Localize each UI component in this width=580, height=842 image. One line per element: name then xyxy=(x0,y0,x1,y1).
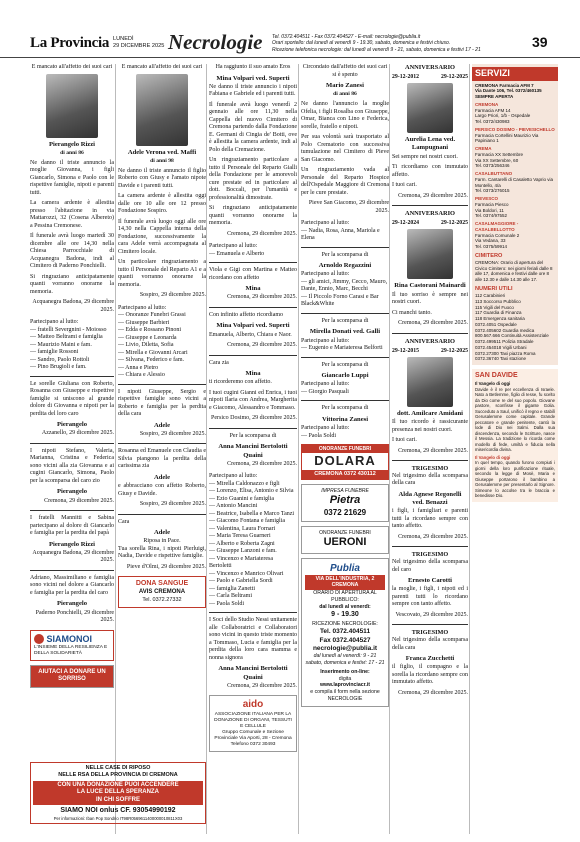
anniversary-title: ANNIVERSARIO xyxy=(404,64,456,71)
separator xyxy=(301,357,389,358)
dolara-ad[interactable]: ONORANZE FUNEBRI DOLARA CREMONA 0372 430112 xyxy=(301,444,389,479)
services-column xyxy=(472,64,558,834)
intro-text: È mancato all'affetto dei suoi cari xyxy=(31,64,113,70)
notice-text: Ti ricordiamo con immutato affetto. xyxy=(392,164,468,178)
notice-text: Il tuo ricordo è rassicurante presenza nei nostri cuori. xyxy=(392,419,468,433)
notice-date: Paderno Ponchielli, 29 dicembre 2025. xyxy=(35,609,114,624)
deceased-name: Mirella Donati ved. Galli xyxy=(309,328,381,336)
column-divider xyxy=(206,64,207,834)
notice-text: Per la scomparsa di xyxy=(321,251,369,258)
separator xyxy=(209,262,297,263)
notice-text: Nel trigesimo della scomparsa della cara xyxy=(392,637,468,651)
separator xyxy=(392,205,468,206)
notice-date: Cremona, 29 dicembre 2025. xyxy=(44,497,114,504)
notice-text: Ne danno il triste annuncio il figlio Roberto con Giusy e l'amato nipote Davide e i parenti tutti. xyxy=(118,167,206,189)
notice-text: il figlio, il compagno e la sorella la ricordano sempre con immutato affetto. xyxy=(392,664,468,686)
separator xyxy=(209,428,297,429)
notice-text: Cara zia xyxy=(209,359,229,366)
column-divider xyxy=(469,64,470,834)
notice-date: Cremona, 29 dicembre 2025. xyxy=(398,447,468,454)
notice-text: Si ringraziano anticipatamente quanti vorranno onorarne la memoria. xyxy=(209,205,297,227)
separator xyxy=(118,384,206,385)
ueroni-ad[interactable]: ONORANZE FUNEBRI UERONI xyxy=(301,526,389,554)
saint-of-day: SAN DAVIDE Il Vangelo di oggi Davide è il re per eccellenza di Israele. Nato a Betlemme, figlio di Iesse, fu scelto da Dio come re del suo popolo. Giovane pastore, sconfisse il gigante Golia. Succeduto a Saul, unificò il regno e stabilì Gerusalemme come capitale. Grande peccatore e grande penitente, cantò la lode di Dio nei Salmi. Dalla sua discendenza, secondo le Scritture, nasce il Messia. La tradizione lo ricorda come modello di fede, umiltà e fiducia nella misericordia divina. Il Vangelo di oggi In quel tempo, quando furono compiuti i giorni della loro purificazione rituale, secondo la legge di Mosè, Maria e Giuseppe portarono il bambino a Gerusalemme per presentarlo al Signore. Simeone lo accolse tra le braccia e benedisse Dio. xyxy=(472,369,558,501)
notice-date: Persico Dosimo, 29 dicembre 2025. xyxy=(211,415,297,422)
condolence-list: Partecipano al lutto: — Nadia, Rosa, Anna, Mariola e Elena xyxy=(301,220,380,242)
notice-text: Un ringraziamento particolare a tutto il Personale del Reparto Gialli della Fondazione per le amorevoli cure prestate ed in particolare al dott. Boccali, per l'umanità e professionalità dimostrate. xyxy=(209,157,297,201)
notice-text: I tuoi cugini Gianni ed Enrica, i tuoi nipoti Ilaria con Andrea, Margherita e Giacomo, Alessandro e Tommaso. xyxy=(209,389,297,411)
column-4 xyxy=(301,64,389,834)
deceased-name: Mina Volpari ved. Superti xyxy=(216,322,290,330)
notice-date: Pieve San Giacomo, 29 dicembre 2025. xyxy=(308,200,389,214)
donation-banner[interactable]: NELLE CASE DI RIPOSO NELLE RSA DELLA PROVINCIA DI CREMONA CON UNA DONAZIONE PUOI ACCENDERE LA LUCE DELLA SPERANZA IN CHI SOFFRE SIAMO NOI onlus CF. 93054990192 Per informazioni: Iban Pop Sondrio IT98R0569611400000010811X03 xyxy=(30,762,206,824)
notice-date: Cremona, 29 dicembre 2025. xyxy=(398,533,468,540)
notice-date: Sospiro, 29 dicembre 2025. xyxy=(139,292,206,299)
deceased-name: Mario Zanesi xyxy=(326,82,364,89)
column-2 xyxy=(118,64,206,756)
condolence-list: Partecipano al lutto: — Paola Soldi xyxy=(301,425,350,439)
separator xyxy=(30,570,114,571)
notice-date: Pieve d'Olmi, 29 dicembre 2025. xyxy=(126,563,206,570)
notice-date: Azzanello, 29 dicembre 2025. xyxy=(41,430,114,437)
deceased-name: Franca Zucchetti xyxy=(405,655,455,663)
deceased-name: Alda Agnese Regonelli ved. Benazzi xyxy=(398,490,462,507)
notice-text: Nel trigesimo della scomparsa del caro xyxy=(392,559,468,573)
condolence-list: Partecipano al lutto: — Onoranze Funebri Grassi — Giuseppe Barbieri — Edda e Rossano Pinoni — Giuseppe e Leonarda — Livio, Diletta, Sofia — Mirella e Giovanni Arcari — Silvana, Federico e fam. — Anna e Pietro — Chiara e Alessio xyxy=(118,304,188,379)
deceased-name: Adele Verona ved. Maffi xyxy=(127,148,197,156)
notice-date: Cremona, 29 dicembre 2025. xyxy=(398,689,468,696)
deceased-name: Pierangelo Rizzi xyxy=(49,140,95,148)
separator xyxy=(30,376,114,377)
separator xyxy=(118,443,206,444)
notice-text: Viola e Gigi con Martina e Matteo ricordano con affetto xyxy=(209,267,297,281)
notice-text: Il funerale avrà luogo venerdì 2 gennaio alle ore 11,30 nella Cappella del nuovo Cimitero di Cremona partendo dalla Fondazione E. Germani di Cingia de' Botti, ove è allestita la camera ardente, indi al Polo della Cremazione. xyxy=(209,101,297,153)
trigesimo-title: TRIGESIMO xyxy=(411,629,449,637)
services-box: SERVIZI CREMONA Farmacia AFM 7 Via Dante 106, Tel. 0372/460135 SEMPRE APERTA CREMONA Farmacia AFM 14 Largo Priori, 1/b - Ospedale Tel. 0372/430983 PERSICO DOSIMO - PIEVESICHELLO Farmacia Cortellini Maurizio Via Papiniano 1 CREMA Farmacia XX Settembre Via XX Settembre, 60 Tel. 0373/256346 CASALBUTTANO Farm. Cantarelli di Casaletto Vaprio via Montello, 4/a Tel. 0373/276015 PIEVESCO Farmacia Piesco Via Boldori, 11 Tel. 0374/97552 CASALMAGGIORE - CASALBELLOTTO Farmacia Comunale 2 Via Vedana, 33 Tel. 0375/59914 CIMITERO CREMONA: Orario di apertura del Civico Cimitero: nei giorni feriali dalle 8 alle 17, domenica e festivi dalle ore 8 alle 12.30 e dalle 14.30 alle 17. NUMERI UTILI 112 Carabinieri 113 Soccorso Pubblico 115 Vigili del Fuoco 117 Guardia di Finanza 118 Emergenza sanitaria 0372.4051 Ospedale 0372.405602 Guardia medica 800.567.666 Continuità Assistenziale 0372.499511 Polizia Stradale 0372.454018 Vigili Urbani 0372.27300 Taxi piazza Roma 0372.36740 Taxi stazione xyxy=(472,64,558,365)
separator xyxy=(392,624,468,625)
notice-date: Cremona, 29 dicembre 2025. xyxy=(227,342,297,349)
notice-text: Le sorelle Giuliana con Roberto, Rosanna con Giuseppe e rispettive famiglie si uniscono al grande dolore di Giovanna e nipoti per la perdita del loro caro xyxy=(30,380,114,417)
separator xyxy=(301,247,389,248)
deceased-name: Ernesto Carotti xyxy=(407,577,452,585)
deceased-name: Mina xyxy=(245,285,261,293)
condolence-list: Partecipano al lutto: — Eugenio e Mariateresa Belforti xyxy=(301,337,383,352)
deceased-name: Rina Castorani Mainardi xyxy=(394,282,466,290)
notice-text: Circondato dall'affetto dei suoi cari si è spento xyxy=(302,64,388,78)
cemetery-title: CIMITERO xyxy=(475,252,503,259)
notice-text: Adriano, Massimiliano e famiglia sono vicini nel dolore a Giancarlo e famiglia per la perdita del caro xyxy=(30,574,114,596)
notice-text: Con infinito affetto ricordiamo xyxy=(209,311,284,318)
deceased-name: Pierangelo xyxy=(56,421,88,429)
notice-text: Sei sempre nei nostri cuori. xyxy=(392,153,458,160)
separator xyxy=(118,514,206,515)
notice-text: Per la scomparsa di xyxy=(321,405,369,412)
useful-numbers-title: NUMERI UTILI xyxy=(475,285,513,292)
donation-ad[interactable]: AIUTACI A DONARE UN SORRISO xyxy=(30,665,114,688)
anniversary-title: ANNIVERSARIO xyxy=(404,337,456,345)
condolence-list: Partecipano al lutto: — gli amici, Jimmy, Cecco, Mauro, Dante, Ennio, Marc, Becchi — Il Piccolo Forno Carasi e Bar Black&White xyxy=(301,271,388,308)
deceased-name: Aurelia Lena ved. Lampugnani xyxy=(404,136,456,152)
notice-date: Cremona, 29 dicembre 2025. xyxy=(227,230,297,237)
notice-date: Cremona, 29 dicembre 2025. xyxy=(227,294,297,301)
notice-date: Sospiro, 29 dicembre 2025. xyxy=(139,430,206,437)
notice-text: Un ringraziamento vada al Personale del Reparto Hospice dell'Ospedale Maggiore di Cremona per le cure prestate. xyxy=(301,167,389,196)
notice-date: Acquanegra Badona, 29 dicembre 2025. xyxy=(32,299,114,313)
notice-text: La camera ardente è allestita presso l'abitazione in via Mattarozzi, 32 (Cosena Albereto) a Pessina Cremonese. xyxy=(30,200,114,229)
website-link[interactable]: www.laprovinciacr.it xyxy=(320,682,370,689)
deceased-name: Vittorina Zanesi xyxy=(321,415,369,423)
masthead-date: LUNEDÌ 29 DICEMBRE 2025 xyxy=(113,36,165,49)
publia-box[interactable]: Publia VIA DELL'INDUSTRIA, 2 CREMONA ORARIO DI APERTURA AL PUBBLICO: dal lunedì al venerdì: 9 - 19.30 RICEZIONE NECROLOGIE: Tel. 0372.404511 Fax 0372.404527 necrologie@publia.it dal lunedì al venerdì: 9 - 21 sabato, domenica e festivi: 17 - 21 Inserimento on-line: digita www.laprovinciacr.it e compila il form nella sezione NECROLOGIE xyxy=(301,558,389,707)
condolence-list: Partecipano al lutto: — fratelli Severgnini - Moiosso — Matteo Beltrami e famiglia — Maurizio Maini e fam. — famiglie Rossoni — Sandro, Paolo Rottoli — Pino Brugioli e fam. xyxy=(30,319,107,371)
notice-text: I tuoi cari. xyxy=(392,182,417,189)
notice-text: Il funerale avrà luogo martedì 30 dicembre alle ore 14,30 nella Chiesa Parrocchiale di Acquanegra Badona, indi al Cimitero di Paderno Ponchielli. xyxy=(30,233,114,270)
deceased-name: Adele xyxy=(153,529,171,537)
deceased-name: Adele xyxy=(153,473,171,481)
condolence-list: Partecipano al lutto: — Giorgio Pasquali xyxy=(301,381,350,395)
notice-text: I nipoti Stefano, Valeria, Marianna, Cristina e Federica sono vicini alla zia Giovanna e ai cugini Giancarlo, Simona, Paolo per la scomparsa del caro zio xyxy=(30,447,114,484)
pietra-ad[interactable]: IMPRESA FUNEBRE Pietra 0372 21629 xyxy=(301,484,389,522)
notice-text: e abbracciano con affetto Roberto, Giusy e Davide. xyxy=(118,483,206,497)
notice-text: Per la scomparsa di xyxy=(321,317,369,324)
column-divider xyxy=(389,64,390,834)
notice-text: Ci manchi tanto. xyxy=(392,309,432,316)
trigesimo-title: TRIGESIMO xyxy=(411,551,449,559)
notice-text: Riposa in Pace. xyxy=(143,538,181,545)
deceased-name: Mina Volpari ved. Superti xyxy=(216,74,290,82)
notice-text: Si ringraziano anticipatamente quanti vorranno onorarne la memoria. xyxy=(30,273,114,295)
notice-text: Ha raggiunto il suo amato Eros xyxy=(215,64,291,70)
column-divider xyxy=(115,64,116,834)
notice-text: Per sua volontà sarà trasportato al Polo Crematorio con successiva tumulazione nel Cimitero di Pieve San Giacomo. xyxy=(301,134,389,163)
notice-text: Per la scomparsa di xyxy=(229,432,277,439)
column-5: ANNIVERSARIO 29-12-2012 29-12-2025 Aurelia Lena ved. Lampugnani Sei sempre nei nostri cuori. Ti ricordiamo con immutato affetto. I tuoi cari. Cremona, 29 dicembre 2025. ANNIVERSARIO 29-12-2024 29-12-2025 Rina Castorani Mainardi Il tuo sorriso è sempre nei nostri cuori. Ci manchi tanto. Cremona, 29 dicembre 2025. ANNIVERSARIO 29-12-2015 29-12-2025 dott. Amilcare Amidani Il tuo ricordo è rassicurante presenza nei nostri cuori. I tuoi cari. Cremona, 29 dicembre 2025. TRIGESIMO Nel trigesimo della scomparsa della cara Alda Agnese Regonelli ved. Benazzi i figli, i famigliari e parenti tutti la ricordano sempre con tanto affetto. Cremona, 29 dicembre 2025. TRIGESIMO Nel trigesimo della scomparsa del caro Ernesto Carotti la moglie, i figli, i nipoti ed i parenti tutti lo ricordano sempre con tanto affetto. Vescovato, 29 dicembre 2025. TRIGESIMO Nel trigesimo della scomparsa della cara Franca Zucchetti il figlio, il compagno e la sorella la ricordano sempre con immutato affetto. Cremona, 29 dicembre 2025. xyxy=(392,64,468,696)
heart-icon xyxy=(34,634,44,644)
deceased-name: Pierangelo xyxy=(56,600,88,608)
deceased-name: Anna Mancini Bertolotti Quaini xyxy=(218,665,288,681)
portrait-photo xyxy=(46,74,98,138)
separator xyxy=(30,510,114,511)
notice-date: Cremona, 29 dicembre 2025. xyxy=(227,460,297,467)
anniversary-title: ANNIVERSARIO xyxy=(404,210,456,218)
deceased-age: di anni 86 xyxy=(333,91,357,98)
notice-text: Tua sorella Rina, i nipoti Pierluigi, Nadia, Davide e rispettive famiglie. xyxy=(118,545,206,560)
separator xyxy=(301,400,389,401)
separator xyxy=(392,460,468,461)
notice-text: Nel trigesimo della scomparsa della cara xyxy=(392,472,468,487)
notice-text: Il tuo sorriso è sempre nei nostri cuori. xyxy=(392,291,468,306)
deceased-age: di anni 86 xyxy=(60,149,84,156)
notice-text: i figli, i famigliari e parenti tutti la ricordano sempre con tanto affetto. xyxy=(392,508,468,530)
portrait-photo xyxy=(407,83,453,133)
page-header xyxy=(0,0,580,58)
siamonoi-ad[interactable]: SIAMONOI L'INSIEME DELLA RESILIENZA E DELLA SOLIDARIETÀ xyxy=(30,630,114,661)
deceased-name: Pierangelo xyxy=(56,488,88,496)
notice-date: Sospiro, 29 dicembre 2025. xyxy=(139,501,206,508)
condolence-list: Partecipano al lutto: — Mirella Caldonazzo e figli — Lorenzo, Elisa, Antonio e Silvia — Ezio Guanini e famiglia — Antonio Mancini — Beatrice, Isabella e Marco Tanzi — Giacomo Fontana e famiglia — Valentina, Laura Fornari — Maria Teresa Guarneri — Alberto e Roberta Zagni — Giuseppe Lanzoni e fam. — Vincenzo e Mariateresa Bertoletti — Vincenzo e Manrico Olivari — Paolo e Gabriella Sordi — famiglia Zanetti — Carla Beltrami — Paola Soldi xyxy=(209,473,295,607)
deceased-name: Arnoldo Regazzini xyxy=(318,262,372,270)
page-number: 39 xyxy=(532,34,548,50)
separator xyxy=(392,546,468,547)
notice-date: Cremona, 29 dicembre 2025. xyxy=(398,192,468,199)
deceased-age: di anni 98 xyxy=(150,157,174,164)
deceased-name: Anna Mancini Bertolotti Quaini xyxy=(218,443,288,459)
notice-date: Cremona, 29 dicembre 2025. xyxy=(227,682,297,689)
notice-date: Cremona, 29 dicembre 2025. xyxy=(398,320,468,327)
portrait-photo xyxy=(407,229,453,279)
notice-text: Ne danno il triste annuncio la moglie Giovanna, i figli Giancarlo, Simona e Paolo con le rispettive famiglie, nipoti e parenti tutti. xyxy=(30,159,114,196)
section-title: Necrologie xyxy=(168,30,263,54)
notice-text: ti ricorderemo con affetto. xyxy=(209,379,272,386)
notice-text: I nipoti Giuseppe, Sergio e rispettive famiglie sono vicini a Roberto e famiglia per la perdita della cara xyxy=(118,388,206,418)
masthead: La Provincia xyxy=(30,35,110,51)
deceased-name: Mina xyxy=(245,370,261,378)
email-link[interactable]: necrologie@publia.it xyxy=(312,645,378,652)
column-1 xyxy=(30,64,114,692)
deceased-name: dott. Amilcare Amidani xyxy=(397,409,463,417)
notice-text: Cara xyxy=(118,518,130,525)
separator xyxy=(209,307,297,308)
notice-text: La camera ardente è allestita oggi dalle ore 10 alle ore 12 presso Fondazione Sospiro. xyxy=(118,193,206,215)
separator xyxy=(209,355,297,356)
notice-text: Ne danno il triste annuncio i nipoti Fabiana e Gabriele ed i parenti tutti. xyxy=(209,83,297,98)
notice-date: Vescovato, 29 dicembre 2025. xyxy=(395,611,468,618)
header-info: Tel. 0372.404511 - Fax 0372.404527 - E-mail: necrologie@publia.it Orari sportello: dal lunedì al venerdì 9 - 19.30, sabato, domenica e festivi chiuso. Ricezione telefonica necrologie: dal lunedì al venerdì 9 - 21, sabato, domenica e festivi 17 - 21 xyxy=(272,34,481,53)
deceased-name: Adele xyxy=(153,421,171,429)
column-divider xyxy=(298,64,299,834)
notice-text: Rosanna ed Emanuele con Claudia e Silvia piangono la perdita della carissima zia xyxy=(118,448,206,470)
column-3 xyxy=(209,64,297,834)
notice-date: Acquanegra Badona, 29 dicembre 2025. xyxy=(32,549,114,564)
intro-text: È mancato all'affetto dei suoi cari xyxy=(121,64,203,70)
services-title: SERVIZI xyxy=(472,67,558,81)
avis-ad[interactable]: DONA SANGUE AVIS CREMONA Tel. 0372.27332 xyxy=(118,576,206,607)
saint-title: SAN DAVIDE xyxy=(475,372,518,380)
trigesimo-title: TRIGESIMO xyxy=(411,465,449,473)
condolence-list: Partecipano al lutto: — Emanuela e Alberto xyxy=(209,243,265,257)
notice-text: Il funerale avrà luogo oggi alle ore 14,30 nella Cappella interna della Fondazione, successivamente la cara Adele verrà accompagnata al Cimitero locale. xyxy=(118,218,206,255)
deceased-name: Pierangelo Rizzi xyxy=(49,540,95,548)
portrait-photo xyxy=(407,357,453,407)
separator xyxy=(209,612,297,613)
notice-text: I fratelli Mannitti e Sabina partecipano al dolore di Giancarlo e famiglia per la perdita del papà xyxy=(30,515,114,537)
notice-text: Emanuela, Alberto, Chiara e Naor. xyxy=(209,331,292,338)
aido-ad[interactable]: aido ASSOCIAZIONE ITALIANA PER LA DONAZIONE DI ORGANI, TESSUTI E CELLULE Gruppo Comunale e Sezione Provinciale Via Aporti, 28 - Cremona Telefono 0372 30493 xyxy=(209,695,297,751)
notice-text: la moglie, i figli, i nipoti ed i parenti tutti lo ricordano sempre con tanto affetto. xyxy=(392,586,468,608)
separator xyxy=(301,313,389,314)
separator xyxy=(392,333,468,334)
notice-text: Un particolare ringraziamento a tutto il Personale del Reparto A1 e a quanti vorranno onorarne la memoria. xyxy=(118,259,206,288)
notice-text: Ne danno l'annuncio la moglie Ofelia, i figli Rosalba con Giuseppe, Omar, Bianca con Lino e Federica, sorelle, fratello e nipoti. xyxy=(301,101,389,130)
notice-text: I tuoi cari. xyxy=(392,437,417,444)
separator xyxy=(30,443,114,444)
notice-text: Per la scomparsa di xyxy=(321,361,369,368)
deceased-name: Giancarlo Luppi xyxy=(321,372,369,380)
portrait-photo xyxy=(136,74,188,146)
notice-text: I Soci dello Studio Nessi unitamente alle Collaboratrici e Collaboratori sono vicini in questo triste momento a Tommaso, Lucia e famiglia per la perdita della loro cara mamma e nonna signora xyxy=(209,617,297,661)
